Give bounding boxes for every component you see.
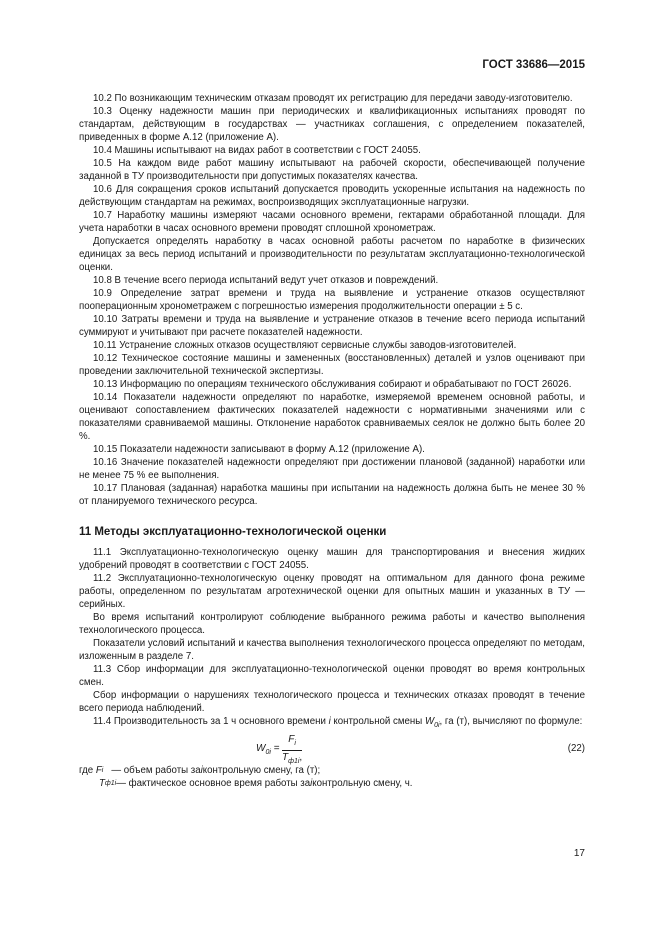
page-number: 17	[573, 848, 585, 859]
paragraph: 10.3 Оценку надежности машин при периодических и квалификационных испытаниях проводят по стандартам, действующим в государствах — участниках соглашения, с определением показателей, приведенных в форме А.12 (приложение А).	[79, 106, 585, 143]
definition-row: T ф1i — фактическое основное время работы за i контрольную смену, ч.	[99, 777, 413, 789]
paragraph: 10.17 Плановая (заданная) наработка машины при испытании на надежность должна быть не менее 30 % от планируемого технического ресурса.	[79, 483, 585, 507]
paragraph: Во время испытаний контролируют соблюдение выбранного режима работы и качество выполнения технологического процесса.	[79, 612, 585, 636]
paragraph: 11.2 Эксплуатационно-технологическую оценку проводят на оптимальном для данного фона режиме работы, определенном по результатам агротехнической оценки для опытных машин и указанных в ТУ — серийных.	[79, 573, 585, 610]
paragraph: 10.16 Значение показателей надежности определяют при достижении плановой (заданной) наработки или не менее 75 % ее выполнения.	[79, 457, 585, 481]
formula-number: (22)	[567, 742, 585, 754]
paragraph: Показатели условий испытаний и качества выполнения технологического процесса определяют по методам, изложенным в разделе 7.	[79, 638, 585, 662]
paragraph: 11.1 Эксплуатационно-технологическую оценку машин для транспортирования и внесения жидких удобрений проводят в соответствии с ГОСТ 24055.	[79, 547, 585, 571]
paragraph: 10.8 В течение всего периода испытаний ведут учет отказов и повреждений.	[93, 275, 439, 286]
paragraph: 10.13 Информацию по операциям технического обслуживания собирают и обрабатывают по ГОСТ 26026.	[93, 379, 572, 390]
paragraph: 10.14 Показатели надежности определяют по наработке, измеряемой временем основной работы, и оценивают сопоставлением фактических показателей надежности с нормативными значениями или с показателями сравниваемой машины. Отклонение наработок сравниваемых сеялок не должно быть более 20 %.	[79, 392, 585, 442]
paragraph: 10.12 Техническое состояние машины и замененных (восстановленных) деталей и узлов оценивают при проведении заключительной технической экспертизы.	[79, 353, 585, 377]
document-body	[79, 92, 585, 790]
paragraphs-section-10	[79, 92, 585, 508]
paragraph-11-4: 11.4 Производительность за 1 ч основного времени i контрольной смены $W_{0i}$, га (т), вычисляют по формуле:	[93, 716, 583, 729]
paragraph: 10.10 Затраты времени и труда на выявление и устранение отказов в течение всего периода испытаний суммируют и учитывают при расчете показателей надежности.	[79, 314, 585, 338]
paragraph: Допускается определять наработку в часах основной работы расчетом по наработке в физических единицах за весь период испытаний и производительности по результатам эксплуатационно-технологической оценки.	[79, 236, 585, 273]
paragraph: 10.5 На каждом виде работ машину испытывают на рабочей скорости, обеспечивающей получение заданной в ТУ производительности при допустимых показателях качества.	[79, 158, 585, 182]
paragraph: 10.9 Определение затрат времени и труда на выявление и устранение отказов осуществляют пооперационным хронометражем с погрешностью измерения продолжительности операции ± 5 с.	[79, 288, 585, 312]
paragraphs-section-11	[79, 546, 585, 715]
standard-code: ГОСТ 33686—2015	[482, 59, 585, 71]
paragraph: 10.4 Машины испытывают на видах работ в соответствии с ГОСТ 24055.	[93, 145, 421, 156]
paragraph: 10.15 Показатели надежности записывают в форму А.12 (приложение А).	[93, 444, 425, 455]
paragraph: 10.2 По возникающим техническим отказам проводят их регистрацию для передачи заводу-изготовителю.	[93, 93, 573, 104]
formula-definitions	[79, 764, 585, 790]
paragraph: Сбор информации о нарушениях технологического процесса и технических отказах проводят в течение всего периода наблюдений.	[79, 690, 585, 714]
formula-lhs: $W_{0i}$ =	[256, 742, 280, 756]
section-title: 11 Методы эксплуатационно-технологической оценки	[79, 526, 387, 538]
formula-22	[79, 733, 585, 765]
paragraph: 10.6 Для сокращения сроков испытаний допускается проводить ускоренные испытания на надежность по действующим стандартам на режимах, воспроизводящих эксплуатационные нагрузки.	[79, 184, 585, 208]
paragraph: 10.7 Наработку машины измеряют часами основного времени, гектарами обработанной площади. Для учета наработки в часах основного времени проводят сплошной хронометраж.	[79, 210, 585, 234]
definition-row: где F i — объем работы за i контрольную смену, га (т);	[79, 764, 321, 776]
paragraph: 10.11 Устранение сложных отказов осуществляют сервисные службы заводов-изготовителей.	[93, 340, 517, 351]
paragraph: 11.3 Сбор информации для эксплуатационно-технологической оценки проводят во время контрольных смен.	[79, 664, 585, 688]
formula-fraction: $F_i$ $T_{ф1i}$,	[282, 733, 303, 765]
